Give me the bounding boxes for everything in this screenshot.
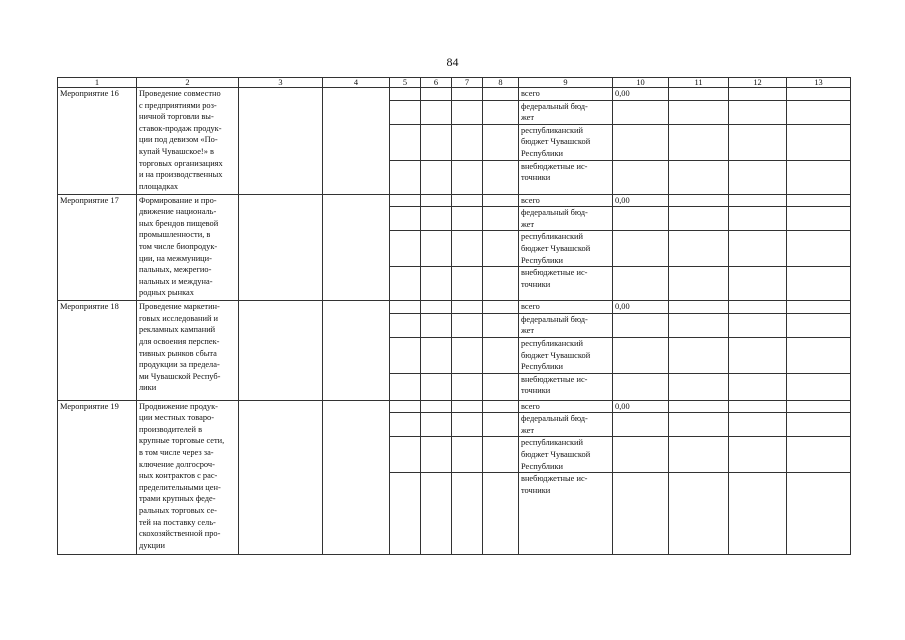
amount-cell-13	[787, 207, 851, 231]
code-cell-8	[483, 267, 519, 301]
amount-cell-13	[787, 400, 851, 413]
amount-cell	[613, 373, 669, 400]
code-cell-6	[421, 301, 452, 314]
funding-source	[519, 207, 613, 231]
amount-cell-11	[669, 337, 729, 373]
cell-text-line: с предприятиями роз-	[139, 100, 217, 110]
event-row	[58, 400, 851, 413]
code-cell-7	[452, 207, 483, 231]
amount-cell	[613, 313, 669, 337]
code-cell-6	[421, 194, 452, 207]
cell-text-line: площадках	[139, 181, 179, 191]
cell-text-line: жет	[521, 219, 535, 229]
code-cell-8	[483, 301, 519, 314]
cell-text-line: нальных и междуна-	[139, 276, 213, 286]
amount-cell: 0,00	[613, 400, 669, 413]
code-cell-5	[390, 160, 421, 194]
amount-cell-11	[669, 373, 729, 400]
event-name: Мероприятие 17	[58, 194, 137, 301]
event-description	[137, 301, 239, 401]
event-description	[137, 194, 239, 301]
column-header-4: 4	[323, 78, 390, 88]
amount-cell-12	[729, 231, 787, 267]
code-cell-6	[421, 337, 452, 373]
cell-text-line: ции под девизом «По-	[139, 135, 218, 145]
amount-cell-12	[729, 88, 787, 101]
amount-cell-13	[787, 100, 851, 124]
cell-text-line: республиканский	[521, 125, 583, 135]
cell-text-line: всего	[521, 195, 540, 205]
cell-text-line: для освоения перспек-	[139, 336, 220, 346]
code-cell-5	[390, 437, 421, 473]
cell-text-line: торговых организациях	[139, 158, 223, 168]
amount-cell-12	[729, 473, 787, 555]
code-cell-5	[390, 413, 421, 437]
amount-cell-13	[787, 267, 851, 301]
column-header-11: 11	[669, 78, 729, 88]
cell-text-line: федеральный бюд-	[521, 101, 588, 111]
cell-text-line: и на производственных	[139, 170, 223, 180]
cell-text-line: производителей в	[139, 424, 203, 434]
cell-text-line: ных контрактов с рас-	[139, 471, 218, 481]
participants-cell	[323, 400, 390, 555]
amount-cell-12	[729, 413, 787, 437]
code-cell-7	[452, 313, 483, 337]
code-cell-7	[452, 473, 483, 555]
amount-cell-11	[669, 313, 729, 337]
event-description	[137, 88, 239, 195]
code-cell-8	[483, 231, 519, 267]
code-cell-6	[421, 437, 452, 473]
cell-text-line: бюджет Чувашской	[521, 243, 591, 253]
cell-text-line: Республики	[521, 255, 564, 265]
cell-text-line: федеральный бюд-	[521, 208, 588, 218]
cell-text-line: бюджет Чувашской	[521, 350, 591, 360]
column-header-13: 13	[787, 78, 851, 88]
cell-text-line: федеральный бюд-	[521, 414, 588, 424]
amount-cell-12	[729, 400, 787, 413]
column-header-12: 12	[729, 78, 787, 88]
cell-text-line: лики	[139, 383, 157, 393]
code-cell-6	[421, 473, 452, 555]
amount-cell-12	[729, 267, 787, 301]
amount-cell-13	[787, 413, 851, 437]
funding-source	[519, 100, 613, 124]
cell-text-line: точники	[521, 485, 551, 495]
responsible-cell	[239, 88, 323, 195]
amount-cell-12	[729, 124, 787, 160]
cell-text-line: ставок-продаж продук-	[139, 123, 222, 133]
code-cell-5	[390, 124, 421, 160]
cell-text-line: ных брендов пищевой	[139, 218, 219, 228]
cell-text-line: рекламных кампаний	[139, 325, 216, 335]
cell-text-line: тей на поставку сель-	[139, 517, 216, 527]
cell-text-line: внебюджетные ис-	[521, 374, 588, 384]
code-cell-5	[390, 88, 421, 101]
cell-text-line: движение националь-	[139, 207, 217, 217]
amount-cell-11	[669, 124, 729, 160]
code-cell-5	[390, 473, 421, 555]
amount-cell-11	[669, 100, 729, 124]
funding-source	[519, 267, 613, 301]
amount-cell: 0,00	[613, 88, 669, 101]
funding-source	[519, 437, 613, 473]
column-header-7: 7	[452, 78, 483, 88]
amount-cell-13	[787, 124, 851, 160]
funding-source	[519, 88, 613, 101]
amount-cell-11	[669, 437, 729, 473]
code-cell-6	[421, 124, 452, 160]
cell-text-line: республиканский	[521, 232, 583, 242]
code-cell-5	[390, 313, 421, 337]
column-header-10: 10	[613, 78, 669, 88]
cell-text-line: промышленности, в	[139, 230, 211, 240]
amount-cell: 0,00	[613, 301, 669, 314]
funding-source	[519, 301, 613, 314]
cell-text-line: всего	[521, 302, 540, 312]
cell-text-line: бюджет Чувашской	[521, 137, 591, 147]
code-cell-7	[452, 100, 483, 124]
code-cell-6	[421, 400, 452, 413]
cell-text-line: федеральный бюд-	[521, 314, 588, 324]
amount-cell-12	[729, 313, 787, 337]
code-cell-8	[483, 124, 519, 160]
amount-cell	[613, 267, 669, 301]
amount-cell-13	[787, 301, 851, 314]
code-cell-7	[452, 231, 483, 267]
cell-text-line: всего	[521, 89, 540, 98]
cell-text-line: Формирование и про-	[139, 195, 217, 205]
amount-cell-12	[729, 373, 787, 400]
code-cell-5	[390, 207, 421, 231]
amount-cell-13	[787, 194, 851, 207]
code-cell-5	[390, 231, 421, 267]
code-cell-7	[452, 194, 483, 207]
funding-source	[519, 194, 613, 207]
amount-cell	[613, 473, 669, 555]
amount-cell-11	[669, 88, 729, 101]
code-cell-7	[452, 267, 483, 301]
column-header-5: 5	[390, 78, 421, 88]
cell-text-line: жет	[521, 425, 535, 435]
code-cell-5	[390, 267, 421, 301]
cell-text-line: Продвижение продук-	[139, 401, 218, 411]
cell-text-line: жет	[521, 113, 535, 123]
event-name: Мероприятие 19	[58, 400, 137, 555]
cell-text-line: Республики	[521, 148, 564, 158]
funding-source	[519, 160, 613, 194]
column-header-row	[58, 78, 851, 88]
amount-cell-13	[787, 160, 851, 194]
event-name: Мероприятие 18	[58, 301, 137, 401]
amount-cell-13	[787, 437, 851, 473]
cell-text-line: пальных, межрегио-	[139, 265, 212, 275]
cell-text-line: Проведение маркетин-	[139, 302, 220, 312]
page-number: 84	[446, 55, 459, 69]
event-row	[58, 194, 851, 207]
amount-cell-12	[729, 437, 787, 473]
amount-cell-11	[669, 413, 729, 437]
cell-text-line: тивных рынков сбыта	[139, 348, 217, 358]
amount-cell-13	[787, 313, 851, 337]
participants-cell	[323, 194, 390, 301]
event-name: Мероприятие 16	[58, 88, 137, 195]
cell-text-line: точники	[521, 279, 551, 289]
code-cell-8	[483, 194, 519, 207]
cell-text-line: ми Чувашской Респуб-	[139, 371, 221, 381]
cell-text-line: внебюджетные ис-	[521, 268, 588, 278]
responsible-cell	[239, 400, 323, 555]
cell-text-line: республиканский	[521, 438, 583, 448]
cell-text-line: крупные торговые сети,	[139, 436, 225, 446]
amount-cell	[613, 231, 669, 267]
code-cell-7	[452, 337, 483, 373]
code-cell-6	[421, 373, 452, 400]
cell-text-line: ции местных товаро-	[139, 413, 214, 423]
cell-text-line: Проведение совместно	[139, 89, 221, 98]
participants-cell	[323, 88, 390, 195]
code-cell-5	[390, 194, 421, 207]
cell-text-line: точники	[521, 173, 551, 183]
cell-text-line: трами крупных феде-	[139, 494, 216, 504]
cell-text-line: жет	[521, 326, 535, 336]
amount-cell-11	[669, 194, 729, 207]
code-cell-7	[452, 160, 483, 194]
funding-table	[57, 77, 851, 555]
cell-text-line: внебюджетные ис-	[521, 161, 588, 171]
column-header-9: 9	[519, 78, 613, 88]
code-cell-8	[483, 313, 519, 337]
amount-cell-11	[669, 207, 729, 231]
amount-cell-11	[669, 400, 729, 413]
amount-cell-11	[669, 231, 729, 267]
funding-source	[519, 473, 613, 555]
cell-text-line: в том числе через за-	[139, 448, 214, 458]
column-header-1: 1	[58, 78, 137, 88]
funding-source	[519, 413, 613, 437]
participants-cell	[323, 301, 390, 401]
cell-text-line: пределительными цен-	[139, 482, 221, 492]
code-cell-6	[421, 100, 452, 124]
amount-cell	[613, 413, 669, 437]
cell-text-line: Республики	[521, 461, 564, 471]
amount-cell	[613, 207, 669, 231]
cell-text-line: ничной торговли вы-	[139, 112, 214, 122]
amount-cell: 0,00	[613, 194, 669, 207]
code-cell-5	[390, 337, 421, 373]
code-cell-8	[483, 337, 519, 373]
responsible-cell	[239, 194, 323, 301]
cell-text-line: скохозяйственной про-	[139, 529, 221, 539]
code-cell-6	[421, 160, 452, 194]
code-cell-8	[483, 413, 519, 437]
amount-cell-12	[729, 100, 787, 124]
amount-cell-12	[729, 160, 787, 194]
funding-source	[519, 231, 613, 267]
funding-source	[519, 373, 613, 400]
code-cell-5	[390, 301, 421, 314]
code-cell-6	[421, 88, 452, 101]
cell-text-line: говых исследований и	[139, 313, 219, 323]
amount-cell-13	[787, 373, 851, 400]
code-cell-8	[483, 437, 519, 473]
amount-cell	[613, 124, 669, 160]
code-cell-8	[483, 100, 519, 124]
cell-text-line: ции, на межмуници-	[139, 253, 212, 263]
amount-cell	[613, 437, 669, 473]
cell-text-line: ключение долгосроч-	[139, 459, 215, 469]
amount-cell-13	[787, 473, 851, 555]
amount-cell-11	[669, 473, 729, 555]
code-cell-5	[390, 100, 421, 124]
column-header-8: 8	[483, 78, 519, 88]
cell-text-line: том числе биопродук-	[139, 241, 218, 251]
amount-cell-13	[787, 337, 851, 373]
column-header-2: 2	[137, 78, 239, 88]
amount-cell	[613, 337, 669, 373]
cell-text-line: Республики	[521, 362, 564, 372]
code-cell-6	[421, 413, 452, 437]
code-cell-7	[452, 88, 483, 101]
code-cell-5	[390, 400, 421, 413]
code-cell-8	[483, 160, 519, 194]
code-cell-8	[483, 373, 519, 400]
amount-cell	[613, 160, 669, 194]
code-cell-8	[483, 473, 519, 555]
event-row	[58, 88, 851, 101]
amount-cell-11	[669, 301, 729, 314]
code-cell-6	[421, 231, 452, 267]
amount-cell-12	[729, 194, 787, 207]
column-header-6: 6	[421, 78, 452, 88]
code-cell-5	[390, 373, 421, 400]
amount-cell-12	[729, 301, 787, 314]
cell-text-line: всего	[521, 401, 540, 411]
code-cell-8	[483, 88, 519, 101]
funding-source	[519, 337, 613, 373]
amount-cell	[613, 100, 669, 124]
code-cell-7	[452, 400, 483, 413]
cell-text-line: точники	[521, 386, 551, 396]
event-description	[137, 400, 239, 555]
cell-text-line: республиканский	[521, 338, 583, 348]
amount-cell-11	[669, 160, 729, 194]
cell-text-line: купай Чувашское!» в	[139, 146, 214, 156]
code-cell-8	[483, 207, 519, 231]
code-cell-7	[452, 437, 483, 473]
funding-source	[519, 124, 613, 160]
column-header-3: 3	[239, 78, 323, 88]
amount-cell-12	[729, 207, 787, 231]
code-cell-7	[452, 413, 483, 437]
amount-cell-13	[787, 231, 851, 267]
responsible-cell	[239, 301, 323, 401]
code-cell-6	[421, 313, 452, 337]
code-cell-7	[452, 373, 483, 400]
funding-source	[519, 400, 613, 413]
cell-text-line: дукции	[139, 540, 165, 550]
event-row	[58, 301, 851, 314]
code-cell-6	[421, 267, 452, 301]
cell-text-line: бюджет Чувашской	[521, 450, 591, 460]
amount-cell-13	[787, 88, 851, 101]
cell-text-line: ральных торговых се-	[139, 506, 217, 516]
code-cell-7	[452, 301, 483, 314]
code-cell-8	[483, 400, 519, 413]
code-cell-7	[452, 124, 483, 160]
code-cell-6	[421, 207, 452, 231]
amount-cell-11	[669, 267, 729, 301]
funding-source	[519, 313, 613, 337]
amount-cell-12	[729, 337, 787, 373]
cell-text-line: родных рынках	[139, 288, 194, 298]
cell-text-line: продукции за предела-	[139, 360, 220, 370]
cell-text-line: внебюджетные ис-	[521, 474, 588, 484]
